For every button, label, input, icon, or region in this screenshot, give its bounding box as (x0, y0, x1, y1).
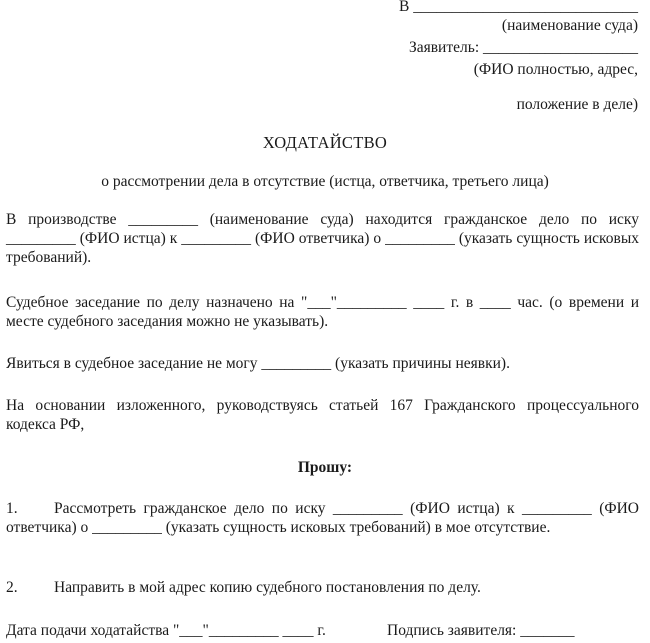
paragraph-legal-basis: На основании изложенного, руководствуясь статьей 167 Гражданского процессуального кодекса РФ, (6, 397, 639, 433)
item-text: Рассмотреть гражданское дело по иску _________ (ФИО истца) к _________ (ФИО ответчика) о _________ (указать сущность исковых требований) в мое отсутствие. (6, 500, 639, 536)
item-number: 2. (6, 579, 18, 596)
court-hint: (наименование суда) (501, 17, 638, 34)
item-number: 1. (6, 500, 18, 517)
document-subtitle: о рассмотрении дела в отсутствие (истца, ответчика, третьего лица) (101, 173, 549, 190)
court-line: В _____________________________ (399, 0, 638, 15)
applicant-line: Заявитель: ____________________ (408, 39, 638, 56)
position-hint: положение в деле) (516, 96, 638, 113)
signature-line: Подпись заявителя: _______ (387, 622, 575, 639)
request-heading: Прошу: (297, 459, 353, 476)
paragraph-case-info: В производстве _________ (наименование суда) находится гражданское дело по иску _________ (ФИО истца) к _________ (ФИО ответчика) о _________ (указать сущность исковых требований). (6, 211, 639, 266)
document-title: ХОДАТАЙСТВО (262, 133, 388, 152)
request-item-2 (6, 578, 639, 597)
item-text: Направить в мой адрес копию судебного постановления по делу. (54, 579, 481, 596)
paragraph-hearing-date: Судебное заседание по делу назначено на "___"_________ ____ г. в ____ час. (о времени и месте судебного заседания можно не указывать). (6, 294, 639, 330)
applicant-hint: (ФИО полностью, адрес, (473, 61, 638, 78)
filing-date-line: Дата подачи ходатайства "___"_________ ____ г. (6, 622, 326, 639)
request-item-1 (6, 499, 639, 537)
paragraph-absence-reason: Явиться в судебное заседание не могу _________ (указать причины неявки). (6, 355, 510, 372)
